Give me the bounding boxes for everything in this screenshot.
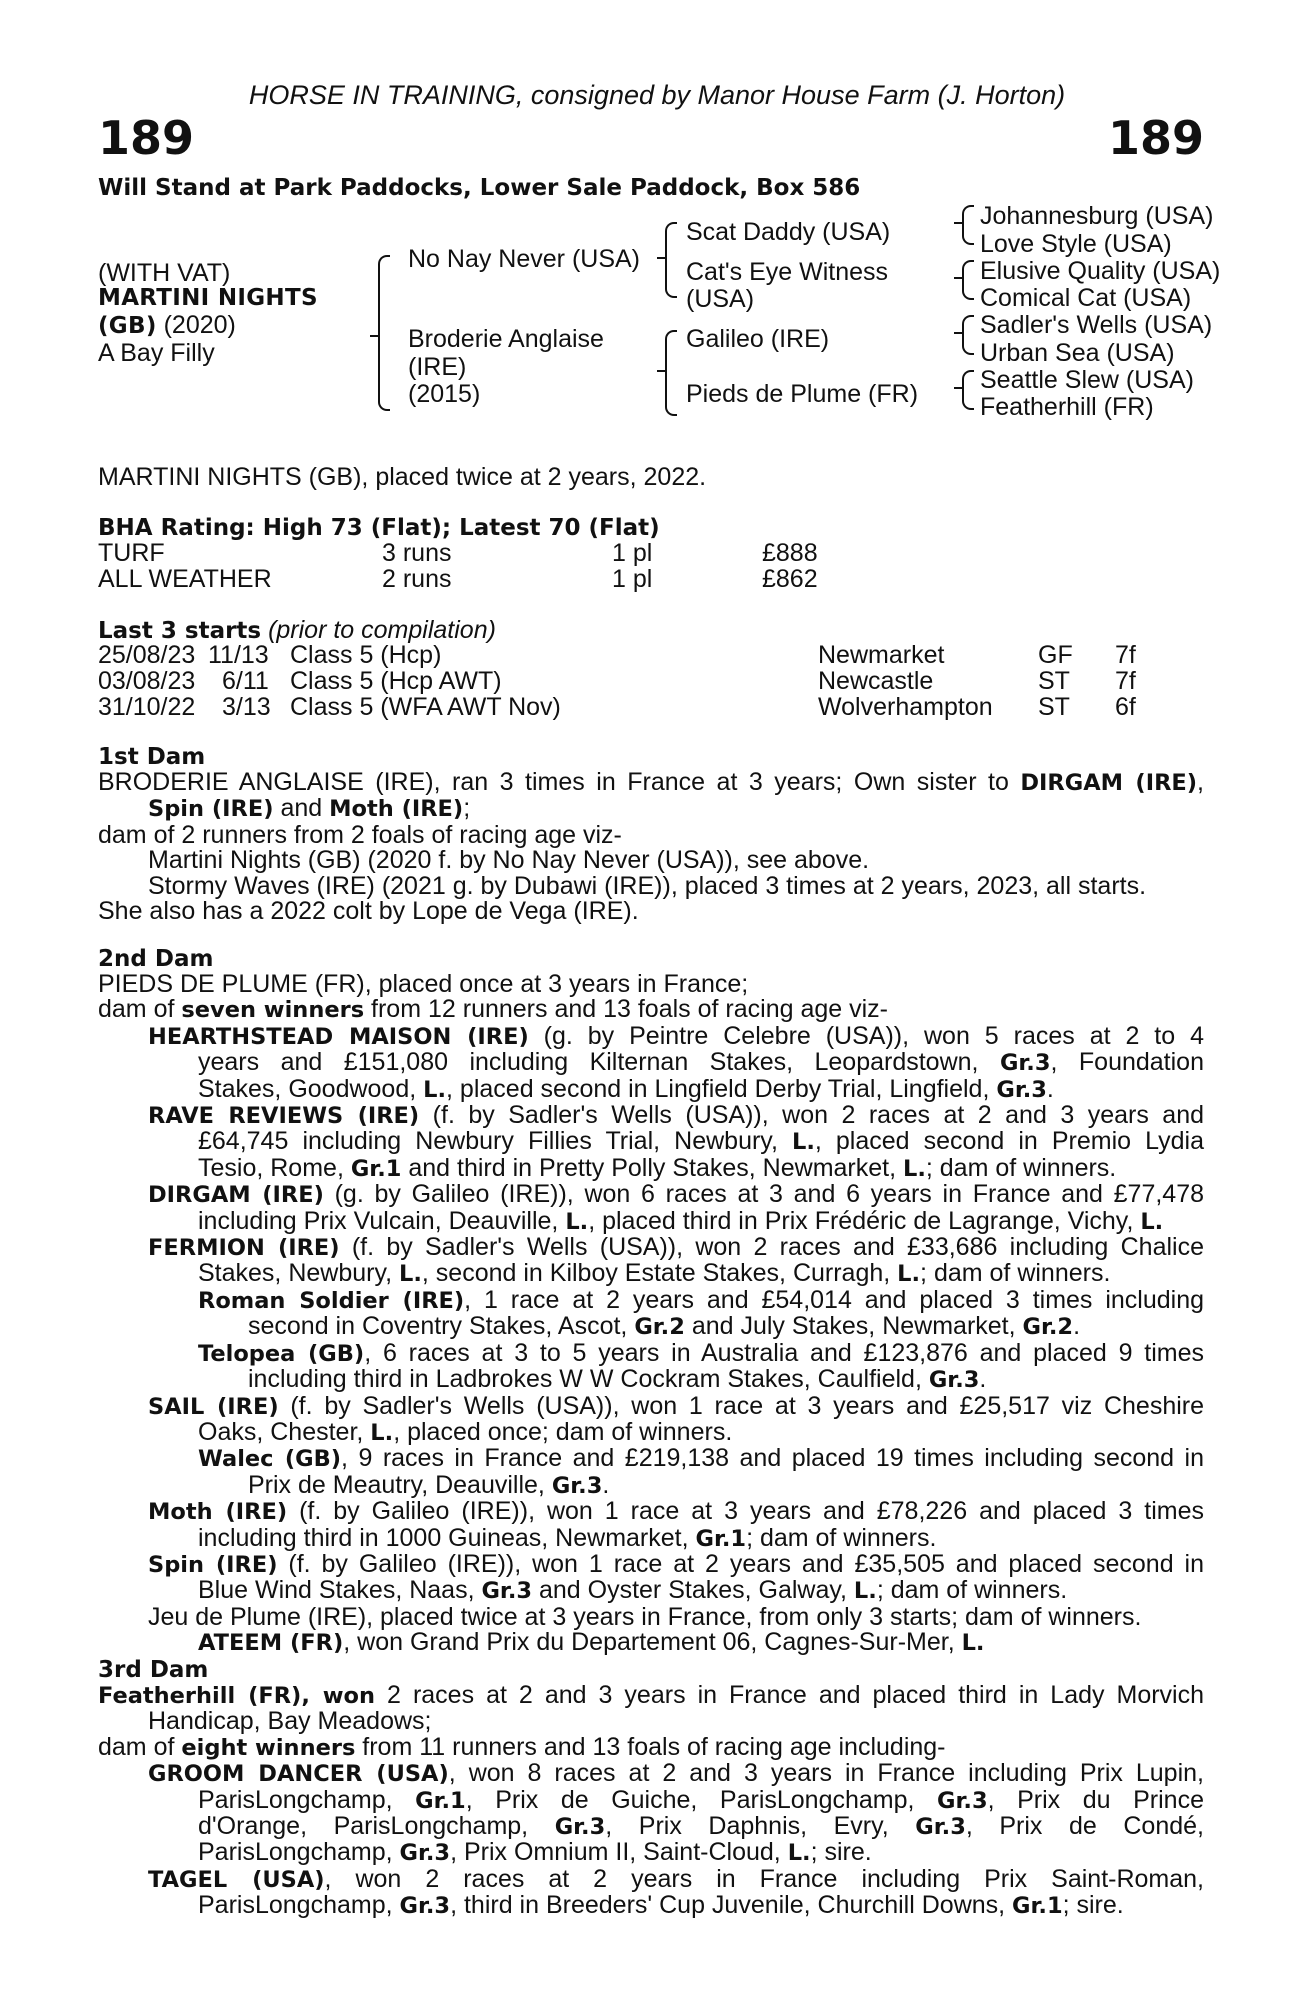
pedigree-brace-ds-tip (954, 332, 962, 334)
sire-dam-line2: (USA) (686, 285, 755, 313)
pedigree-brace-ds (962, 315, 974, 355)
produce-entry-cont: including Prix Vulcain, Deauville, L., placed third in Prix Frédéric de Lagrange, Vichy, L. (198, 1206, 1164, 1235)
pedigree-brace-dam (665, 330, 677, 416)
produce-entry: TAGEL (USA), won 2 races at 2 years in France including Prix Saint-Roman, (148, 1864, 1204, 1893)
start-going: ST (1038, 693, 1070, 721)
horse-origin-year: (GB) (2020) (98, 311, 236, 339)
pedigree-brace-gen1 (378, 255, 390, 411)
rating-placed: 1 pl (612, 539, 653, 567)
rating-prize: £888 (762, 539, 818, 567)
pedigree-brace-dd-tip (954, 387, 962, 389)
produce-sub-entry: Telopea (GB), 6 races at 3 to 5 years in Australia and £123,876 and placed 9 times (198, 1338, 1204, 1367)
produce-entry-cont: d'Orange, ParisLongchamp, Gr.3, Prix Daphnis, Evry, Gr.3, Prix de Condé, (198, 1812, 1204, 1841)
sss: Johannesburg (USA) (980, 202, 1214, 230)
dsd: Urban Sea (USA) (980, 339, 1175, 367)
start-race: Class 5 (Hcp AWT) (290, 667, 502, 695)
pedigree-brace-ss-tip (954, 222, 962, 224)
sire: No Nay Never (USA) (408, 245, 640, 273)
produce-entry: SAIL (IRE) (f. by Sadler's Wells (USA)), won 1 race at 3 years and £25,517 viz Cheshire (148, 1391, 1205, 1420)
third-dam-heading: 3rd Dam (98, 1657, 209, 1683)
produce-entry-cont: Stakes, Goodwood, L., placed second in Lingfield Derby Trial, Lingfield, Gr.3. (198, 1074, 1054, 1103)
produce-entry: GROOM DANCER (USA), won 8 races at 2 and 3 years in France including Prix Lupin, (148, 1759, 1204, 1788)
last-starts-heading: Last 3 starts (prior to compilation) (98, 616, 496, 644)
produce-entry: DIRGAM (IRE) (g. by Galileo (IRE)), won 6 races at 3 and 6 years in France and £77,478 (148, 1180, 1204, 1209)
produce-entry: Moth (IRE) (f. by Galileo (IRE)), won 1 race at 3 years and £78,226 and placed 3 times (148, 1497, 1204, 1526)
third-dam-line: dam of eight winners from 11 runners and 13 foals of racing age including- (98, 1732, 946, 1761)
third-dam-line: Featherhill (FR), won 2 races at 2 and 3 years in France and placed third in Lady Morvich (98, 1681, 1205, 1709)
sds: Elusive Quality (USA) (980, 257, 1221, 285)
dam-dam: Pieds de Plume (FR) (686, 380, 919, 408)
first-dam-line: dam of 2 runners from 2 foals of racing age viz- (98, 820, 622, 849)
stand-location: Will Stand at Park Paddocks, Lower Sale Paddock, Box 586 (98, 175, 861, 201)
ddd: Featherhill (FR) (980, 393, 1154, 421)
pedigree-brace-gen1-tip (370, 335, 378, 337)
produce-sub-entry: Walec (GB), 9 races in France and £219,138 and placed 19 times including second in (198, 1444, 1204, 1473)
first-dam-line: BRODERIE ANGLAISE (IRE), ran 3 times in France at 3 years; Own sister to DIRGAM (IRE), (98, 768, 1204, 796)
start-race: Class 5 (Hcp) (290, 641, 442, 669)
rating-surface: ALL WEATHER (98, 565, 272, 593)
start-going: GF (1038, 641, 1073, 669)
pedigree-brace-sd-tip (954, 277, 962, 279)
start-position: 11/13 (208, 641, 269, 669)
produce-entry-cont: ParisLongchamp, Gr.3, third in Breeders' Cup Juvenile, Churchill Downs, Gr.1; sire. (198, 1891, 1124, 1920)
produce-entry-cont: years and £151,080 including Kilternan Stakes, Leopardstown, Gr.3, Foundation (198, 1048, 1204, 1077)
first-dam-text (98, 770, 1204, 924)
produce-sub-entry-cont: Prix de Meautry, Deauville, Gr.3. (248, 1470, 610, 1499)
pedigree-brace-ss (962, 205, 974, 245)
dam-line1: Broderie Anglaise (408, 325, 604, 353)
third-dam-text (98, 1683, 1204, 1920)
first-dam-line: She also has a 2022 colt by Lope de Vega (IRE). (98, 897, 639, 926)
sdd: Comical Cat (USA) (980, 284, 1192, 312)
start-position: 3/13 (222, 693, 271, 721)
dam-sire: Galileo (IRE) (686, 325, 830, 353)
dds: Seattle Slew (USA) (980, 366, 1194, 394)
produce-entry-cont: ParisLongchamp, Gr.1, Prix de Guiche, ParisLongchamp, Gr.3, Prix du Prince (198, 1785, 1204, 1814)
horse-sex-colour: A Bay Filly (98, 339, 215, 367)
start-date: 25/08/23 (98, 641, 196, 669)
pedigree-brace-dam-tip (657, 370, 665, 372)
start-race: Class 5 (WFA AWT Nov) (290, 693, 561, 721)
sire-sire: Scat Daddy (USA) (686, 218, 891, 246)
start-distance: 6f (1115, 693, 1136, 721)
pedigree-brace-sire (665, 222, 677, 298)
horse-name: MARTINI NIGHTS (98, 285, 318, 311)
produce-entry: Spin (IRE) (f. by Galileo (IRE)), won 1 race at 2 years and £35,505 and placed second in (148, 1549, 1204, 1578)
start-position: 6/11 (222, 667, 269, 695)
pedigree-brace-sd (962, 260, 974, 300)
produce-entry-cont: Blue Wind Stakes, Naas, Gr.3 and Oyster Stakes, Galway, L.; dam of winners. (198, 1576, 1068, 1605)
rating-surface: TURF (98, 539, 165, 567)
sire-dam-line1: Cat's Eye Witness (686, 258, 889, 286)
second-dam-text (98, 972, 1204, 1657)
produce-entry-cont: Stakes, Newbury, L., second in Kilboy Estate Stakes, Curragh, L.; dam of winners. (198, 1259, 1111, 1288)
rating-runs: 3 runs (382, 539, 452, 567)
first-dam-produce: Stormy Waves (IRE) (2021 g. by Dubawi (IRE)), placed 3 times at 2 years, 2023, all starts. (148, 871, 1147, 900)
dam-line3: (2015) (408, 380, 481, 408)
start-distance: 7f (1115, 667, 1136, 695)
start-course: Newcastle (818, 667, 934, 695)
pedigree-brace-dd (962, 370, 974, 410)
start-course: Newmarket (818, 641, 945, 669)
dss: Sadler's Wells (USA) (980, 311, 1213, 339)
third-dam-line: Handicap, Bay Meadows; (148, 1707, 432, 1736)
start-going: ST (1038, 667, 1070, 695)
ssd: Love Style (USA) (980, 230, 1172, 258)
second-dam-heading: 2nd Dam (98, 946, 214, 972)
pedigree-brace-sire-tip (657, 257, 665, 259)
lot-number-right: 189 (1107, 111, 1204, 165)
first-dam-heading: 1st Dam (98, 744, 206, 770)
produce-entry-cont: including third in 1000 Guineas, Newmarket, Gr.1; dam of winners. (198, 1523, 937, 1552)
produce-entry: HEARTHSTEAD MAISON (IRE) (g. by Peintre Celebre (USA)), won 5 races at 2 to 4 (148, 1021, 1204, 1050)
first-dam-produce: Martini Nights (GB) (2020 f. by No Nay Never (USA)), see above. (148, 846, 870, 875)
produce-sub-entry-cont: second in Coventry Stakes, Ascot, Gr.2 and July Stakes, Newmarket, Gr.2. (248, 1312, 1081, 1341)
produce-sub-entry: Roman Soldier (IRE), 1 race at 2 years and £54,014 and placed 3 times including (198, 1285, 1204, 1314)
produce-entry-cont: ParisLongchamp, Gr.3, Prix Omnium II, Saint-Cloud, L.; sire. (198, 1838, 872, 1867)
consignor-header: HORSE IN TRAINING, consigned by Manor House Farm (J. Horton) (248, 80, 1066, 110)
produce-sub-entry-cont: including third in Ladbrokes W W Cockram Stakes, Caulfield, Gr.3. (248, 1365, 987, 1394)
lot-number-left: 189 (98, 111, 195, 165)
start-course: Wolverhampton (818, 693, 993, 721)
rating-runs: 2 runs (382, 565, 452, 593)
rating-prize: £862 (762, 565, 818, 593)
start-date: 31/10/22 (98, 693, 196, 721)
produce-entry-cont: £64,745 including Newbury Fillies Trial, Newbury, L., placed second in Premio Lydia (198, 1127, 1204, 1156)
produce-entry-cont: Tesio, Rome, Gr.1 and third in Pretty Polly Stakes, Newmarket, L.; dam of winners. (198, 1153, 1117, 1182)
second-dam-line: dam of seven winners from 12 runners and 13 foals of racing age viz- (98, 995, 888, 1024)
produce-entry: FERMION (IRE) (f. by Sadler's Wells (USA)), won 2 races and £33,686 including Chalice (148, 1233, 1204, 1262)
start-distance: 7f (1115, 641, 1136, 669)
vat-note: (WITH VAT) (98, 259, 231, 287)
racing-summary: MARTINI NIGHTS (GB), placed twice at 2 years, 2022. (98, 463, 707, 491)
start-date: 03/08/23 (98, 667, 196, 695)
bha-rating: BHA Rating: High 73 (Flat); Latest 70 (Flat) (98, 515, 660, 541)
dam-line2: (IRE) (408, 353, 467, 381)
produce-entry: Jeu de Plume (IRE), placed twice at 3 years in France, from only 3 starts; dam of winners. (148, 1602, 1142, 1631)
produce-entry: RAVE REVIEWS (IRE) (f. by Sadler's Wells (USA)), won 2 races at 2 and 3 years and (148, 1101, 1204, 1130)
first-dam-line: Spin (IRE) and Moth (IRE); (148, 794, 471, 823)
rating-placed: 1 pl (612, 565, 653, 593)
produce-entry-cont: Oaks, Chester, L., placed once; dam of winners. (198, 1417, 733, 1446)
second-dam-line: PIEDS DE PLUME (FR), placed once at 3 years in France; (98, 970, 749, 998)
produce-sub-entry: ATEEM (FR), won Grand Prix du Departement 06, Cagnes-Sur-Mer, L. (198, 1628, 985, 1657)
